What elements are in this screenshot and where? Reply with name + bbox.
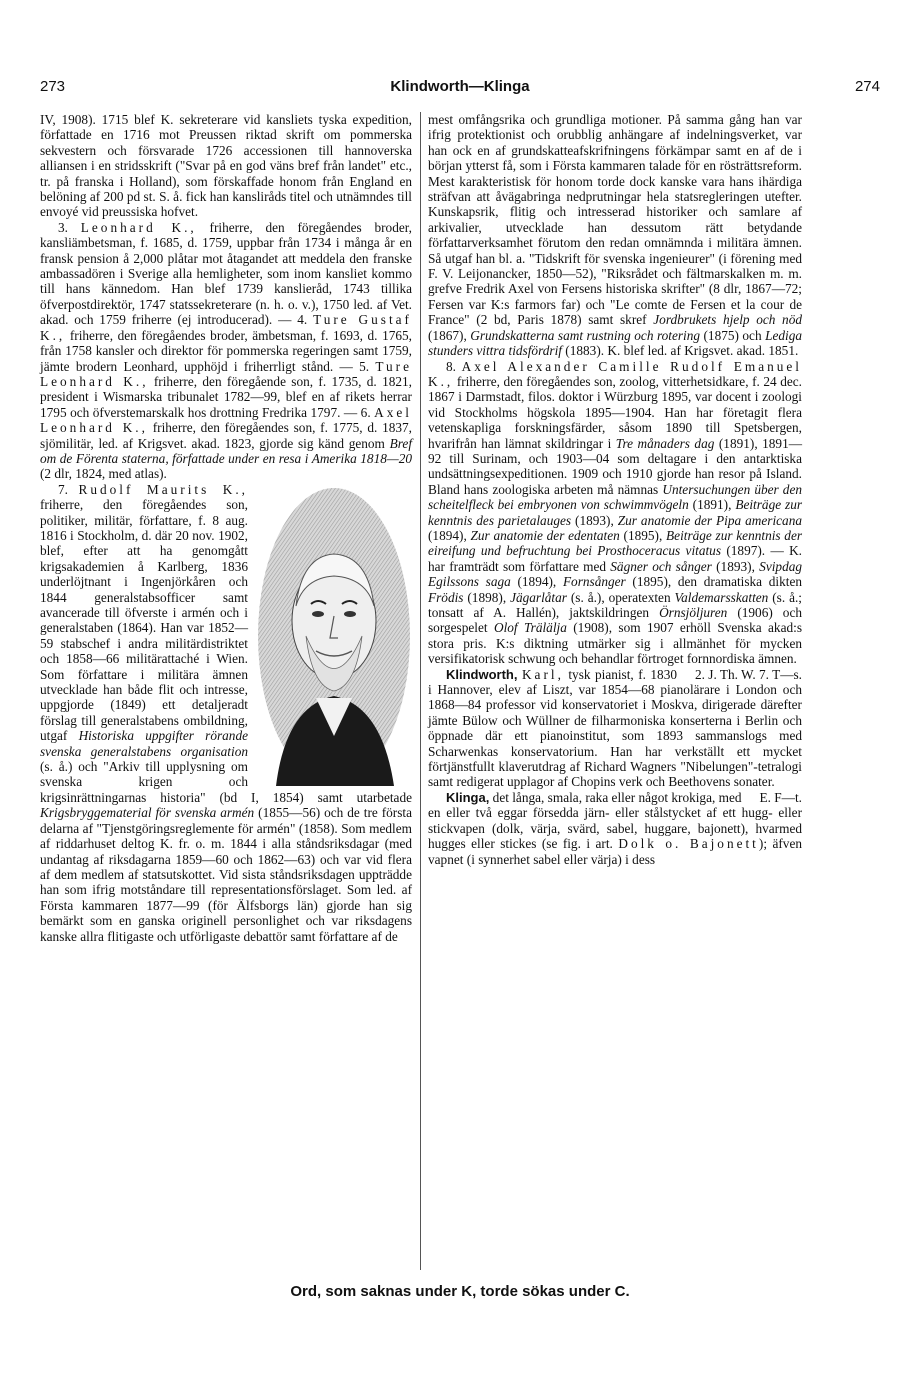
page-footer-note: Ord, som saknas under K, torde sökas under C. <box>290 1283 630 1300</box>
paragraph: IV, 1908). 1715 blef K. sekreterare vid kansliets tyska expedition, författade en 1716 mot Preussen riktad skrift om pommerska sekvestern och försvarade 1726 accessionen till hannoverska alliansen i en stridsskrift ("Svar på en god väns bref från landet" etc., tr. på franska i Holland), som förskaffade honom från England en belöning af 200 pd st. S. å. fick han kansliråds titel och utnämndes till envoyé vid preussiska hofvet. <box>40 112 412 220</box>
paragraph: mest omfångsrika och grundliga motioner. På samma gång han var ifrig protektionist och orubblig anhängare af indelningsverket, var han ock en af grundskatteafskrifningens förkämpar samt en af de i början ytterst få, som i Första kammaren talade för en rösträttsreform. Mest karakteristisk för honom torde dock kanske vara hans ihärdiga sträfvan att åvägabringa nedprutningar hela statsregleringen utefter. Kunskapsrik, flitig och intresserad historiker och samlare af arkivalier, utvecklade han dessutom rätt betydande författarverksamhet förutom den redan omnämnda i militära ämnen. Så utgaf han bl. a. "Tidskrift för svenska ingenieurer" (i förening med F. V. Leijonancker, 1850—52), "Riksrådet och fältmarskalken m. m. grefve Fredrik Axel von Fersens historiska skrifter" (8 dlr, 1867—72; Fersen var K:s farmors far) och "Le comte de Fersen et la cour de France" (2 bd, Paris 1878) samt skref Jordbrukets hjelp och nöd (1867), Grundskatterna samt rustning och rotering (1875) och Lediga stunders vittra tidsfördrif (1883). K. blef led. af Krigsvet. akad. 1851. <box>428 112 803 359</box>
author-signature: 2. J. Th. W. 7. T—s. <box>694 666 802 682</box>
left-column <box>40 112 412 944</box>
page-header <box>40 78 880 102</box>
entry-headword: Klindworth, <box>446 666 518 682</box>
page-number-left: 273 <box>40 78 66 95</box>
paragraph: 8. Axel Alexander Camille Rudolf Emanuel K., friherre, den föregåendes son, zoolog, vitterhetsidkare, f. 24 dec. 1867 i Darmstadt, filos. doktor i Würzburg 1895, var docent i zoologi vid Stockholms högskola 1895—1904. Han har företagit flera vetenskapliga forskningsfärder, såsom 1890 till Spetsbergen, hvarifrån han lämnat skildringar i Tre månaders dag (1891), 1891—92 till Surinam, och 1903—04 som deltagare i den antarktiska undsättningsexpeditionen. 1909 och 1910 gjorde han resor på Island. Bland hans zoologiska arbeten må nämnas Untersuchungen über den scheitelfleck bei embryonen von schwimmvögeln (1891), Beiträge zur kenntnis des parietalauges (1893), Zur anatomie der Pipa americana (1894), Zur anatomie der edentaten (1895), Beiträge zur kenntnis der eireifung und befruchtung bei Prosthoceracus vitatus (1897). — K. har framträdt som författare med Sägner och sånger (1893), Svipdag Egilssons saga (1894), Fornsånger (1895), den dramatiska dikten Frödis (1898), Jägarlåtar (s. å.), operatexten Valdemarsskatten (s. å.; tonsatt af A. Hallén), jaktskildringen Örnsjöljuren (1906) och sorgespelet Olof Trälälja (1908), som 1907 erhöll Svenska akad:s stora pris. K:s diktning utmärker sig i allmänhet för mycken versifikatorisk schwung och behandlar förtroget fornnordiska ämnen. 2. J. Th. W. 7. T—s. <box>428 358 803 682</box>
portrait-image <box>256 486 412 786</box>
column-divider <box>420 112 421 1270</box>
author-signature: E. F—t. <box>759 789 802 805</box>
right-column <box>428 112 802 867</box>
engraved-portrait-icon <box>256 486 412 786</box>
paragraph: 7. Rudolf Maurits K., friherre, den föregåendes son, politiker, militär, författare, f. 8 aug. 1816 i Stockholm, d. där 20 nov. 1902, blef, efter att ha genomgått krigsakademien å Karlberg, 1836 underlöjtnant i Ingenjörkåren och 1844 generalstabsofficer samt avancerade till öfverste i armén och i generalstaben (1864). Han var 1852—59 stabschef i andra militärdistriktet och 1858—66 militärattaché i Wien. Som författare i militära ämnen utvecklade han både flit och intresse, uppgjorde (1849) ett detaljeradt förslag till generalstabens ombildning, utgaf Historiska uppgifter rörande svenska generalstabens organisation (s. å.) och "Arkiv till upplysning om svenska krigen och krigsinrättningarnas historia" (bd I, 1854) samt utarbetade Krigsbryggematerial för svenska armén (1855—56) och de tre första delarna af "Tjenstgöringsreglemente för armén" (1858). Som medlem af riddarhuset deltog K. fr. o. m. 1844 i alla ståndsriksdagar (med undantag af riksdagarna 1859—60 och 1862—63) och var vid flera af dem medlem af statsutskottet. Vid sista ståndsriksdagen uppträdde han som ifrig motståndare till representationsförslaget. Som led. af Första kammaren 1877—99 (för Älfsborgs län) gjorde han sig bemärkt som en ganska originell personlighet och var riksdagens kanske allra flitigaste och utförligaste debattör samt författare af de <box>40 481 412 944</box>
paragraph: Klindworth, Karl, tysk pianist, f. 1830 i Hannover, elev af Liszt, var 1854—68 pianolärare i London och 1868—84 professor vid konservatoriet i Moskva, dirigerade därefter jämte Bülow och Wüllner de filharmoniska konserterna i Berlin och öppnade där ett pianoinstitut, som 1893 sammanslogs med Scharwenkas konservatorium. Han har verkställt ett mycket förtjänstfullt klaverutdrag af Richard Wagners "Nibelungen"-tetralogi samt redigerat upplagor af Chopins verk och Beethovens sonater. E. F—t. <box>428 666 802 805</box>
entry-headword: Klinga, <box>446 789 490 805</box>
running-title: Klindworth—Klinga <box>390 78 530 95</box>
paragraph: Klinga, det långa, smala, raka eller något krokiga, med en eller två eggar försedda järn- eller stålstycket af ett hugg- eller stickvapen (dolk, värja, svärd, sabel, huggare, bajonett), hvarmed hugges eller stickes (se fig. i art. Dolk o. Bajonett); äfven vapnet (i synnerhet sabel eller värja) i dess <box>428 789 802 867</box>
page-number-right: 274 <box>854 78 880 95</box>
paragraph: 3. Leonhard K., friherre, den föregåendes broder, kansliämbetsman, f. 1685, d. 1759, uppbar från 1734 i många år en fransk pension å 2,000 plåtar mot åtagandet att meddela den franske ambassadören i Sverige alla hemligheter, som inom kansliet kommo till hans kännedom. Han blef 1739 kanslieråd, 1743 tillika öfverpostdirektör, 1747 statssekreterare (n. h. o. v.), 1750 led. af Vet. akad. och 1759 friherre (ej introducerad). — 4. Ture Gustaf K., friherre, den föregåendes broder, ämbetsman, f. 1693, d. 1765, från 1758 kansler och direktor för pommerska regeringen samt 1759, jämte brodern Leonhard, upphöjd i friherrligt stånd. — 5. Ture Leonhard K., friherre, den föregående son, f. 1735, d. 1821, president i Wismarska tribunalet 1782—99, blef en af rikets herrar 1795 och öfverstemarskalk hos drottning Fredrika 1797. — 6. Axel Leonhard K., friherre, den föregåendes son, f. 1775, d. 1837, sjömilitär, led. af Krigsvet. akad. 1823, gjorde sig känd genom Bref om de Förenta staterna, författade under en resa i Amerika 1818—20 (2 dlr, 1824, med atlas). <box>40 219 413 482</box>
